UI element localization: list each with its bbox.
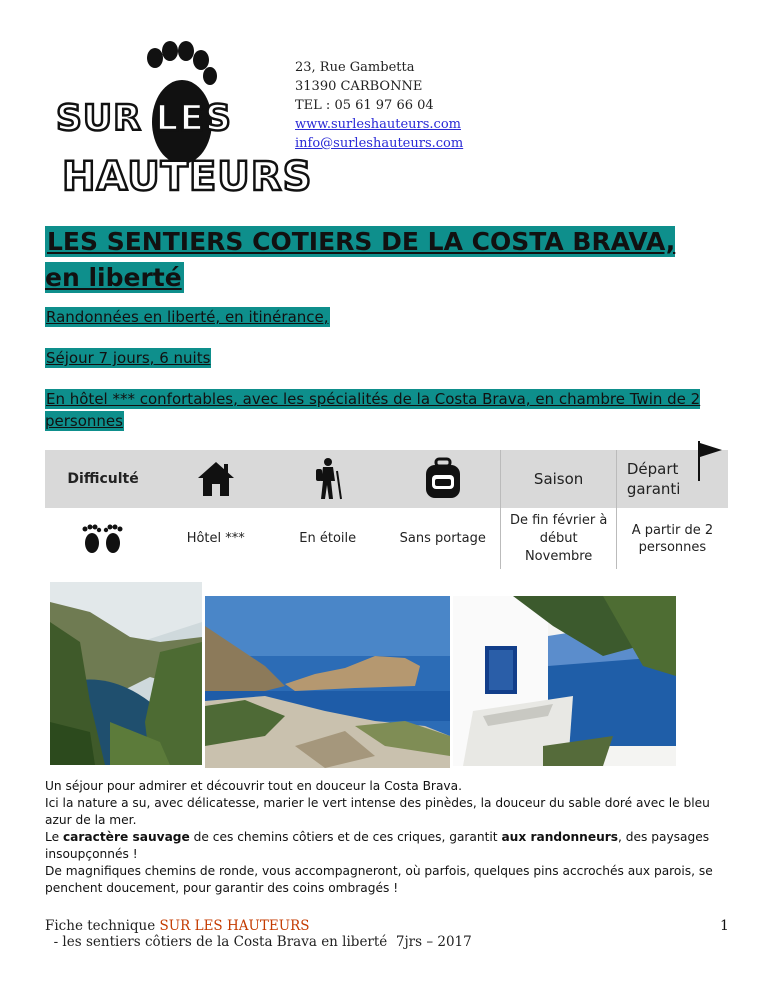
page-number: 1 — [720, 918, 729, 934]
address-tel: TEL : 05 61 97 66 04 — [295, 98, 434, 113]
subtitle-3 — [45, 388, 715, 432]
p3-c: de ces chemins côtiers et de ces criques, garantit — [189, 830, 502, 844]
paragraph-1: Un séjour pour admirer et découvrir tout en douceur la Costa Brava. — [45, 779, 462, 793]
etoile-value: En étoile — [270, 508, 385, 569]
logo-text-2: HAUTEURS — [62, 154, 313, 200]
saison-value-text: De fin février à début Novembre — [509, 512, 608, 564]
footprint-icon — [52, 40, 313, 200]
flag-icon — [696, 439, 724, 483]
portage-value: Sans portage — [385, 508, 501, 569]
subtitle-2 — [45, 347, 211, 369]
p3-bold-2: aux randonneurs — [501, 830, 619, 844]
address-city: 31390 CARBONNE — [295, 79, 423, 94]
footer — [45, 918, 735, 950]
photo-house — [453, 596, 676, 766]
description-text — [45, 778, 735, 897]
depart-header — [616, 450, 728, 508]
subtitle-3-text: En hôtel *** confortables, avec les spécialités de la Costa Brava, en chambre Twin de 2 personnes — [45, 390, 701, 430]
logo-text-1: SUR LES — [56, 98, 232, 139]
info-table — [45, 450, 728, 569]
p3-e: , des paysages insoupçonnés ! — [45, 830, 710, 861]
paragraph-4: De magnifiques chemins de ronde, vous accompagneront, où parfois, quelques pins accrochés aux parois, se penchent doucement, pour garantir des coins ombragés ! — [45, 864, 713, 895]
saison-header: Saison — [501, 450, 616, 508]
depart-value — [616, 508, 728, 569]
saison-value — [501, 508, 616, 569]
footer-prefix: Fiche technique — [45, 918, 160, 934]
p3-bold-1: caractère sauvage — [62, 830, 190, 844]
subtitle-1 — [45, 306, 330, 328]
paragraph-3 — [45, 829, 735, 863]
photo-cove — [50, 582, 202, 765]
email-link[interactable]: info@surleshauteurs.com — [295, 136, 464, 151]
page-title — [45, 224, 685, 296]
photo-coast — [205, 596, 450, 768]
subtitle-1-text: Randonnées en liberté, en itinérance, — [46, 308, 329, 326]
logo — [52, 40, 313, 200]
hiker-icon — [270, 450, 385, 508]
address-street: 23, Rue Gambetta — [295, 60, 415, 75]
address-block — [295, 58, 463, 153]
footer-brand: SUR LES HAUTEURS — [159, 918, 310, 934]
backpack-icon — [385, 450, 501, 508]
depart-value-text: A partir de 2 personnes — [631, 522, 714, 555]
website-link[interactable]: www.surleshauteurs.com — [295, 117, 461, 132]
paragraph-2: Ici la nature a su, avec délicatesse, marier le vert intense des pinèdes, la douceur du sable doré avec le bleu azur de la mer. — [45, 796, 710, 827]
hotel-value: Hôtel *** — [161, 508, 270, 569]
title-text: LES SENTIERS COTIERS DE LA COSTA BRAVA, en liberté — [45, 227, 676, 292]
depart-header-text: Départ garanti — [626, 460, 681, 498]
subtitle-2-text: Séjour 7 jours, 6 nuits — [46, 349, 211, 367]
difficulty-header: Difficulté — [45, 450, 161, 508]
house-icon — [161, 450, 270, 508]
footer-suffix: - les sentiers côtiers de la Costa Brava en liberté 7jrs – 2017 — [45, 934, 472, 950]
p3-a: Le — [45, 830, 63, 844]
footprints-icon — [45, 508, 161, 569]
